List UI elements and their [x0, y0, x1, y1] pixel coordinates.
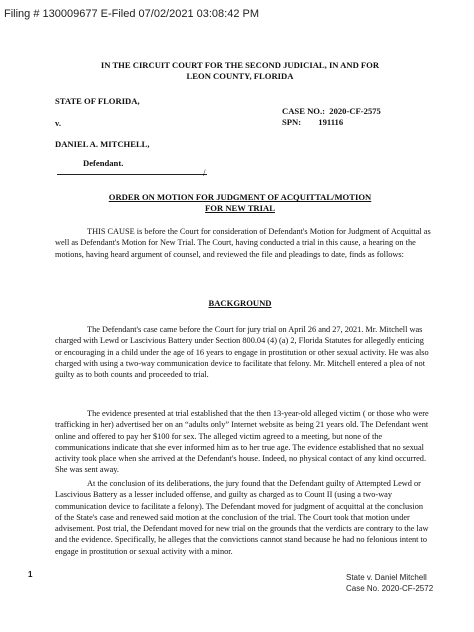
background-paragraph [55, 408, 431, 476]
spn-label: SPN: [282, 117, 302, 127]
case-number-value: 2020-CF-2575 [329, 106, 381, 116]
background-paragraph [55, 478, 431, 557]
order-title [70, 192, 410, 214]
court-header-line-2: LEON COUNTY, FLORIDA [186, 71, 294, 81]
page-number: 1 [28, 570, 33, 579]
filing-stamp: Filing # 130009677 E-Filed 07/02/2021 03:08:42 PM [4, 8, 260, 20]
footer-caption-line-1: State v. Daniel Mitchell [346, 573, 427, 582]
background-paragraph-2-text: The evidence presented at trial established that the then 13-year-old alleged victim ( or those who were trafficking in her) advertised her on an “adults only” Internet website as being 21 years old. The Defendant went online and offered to pay her $100 for sex. The alleged victim agreed to a meeting, but none of the communications indicate that she ever informed him as to her true age. The evidence established that no sexual activity took place when she arrived at the Defendant's house. Indeed, no physical contact of any kind occurred. She was sent away. [55, 409, 429, 475]
caption-signature-line [57, 174, 207, 175]
order-title-line-2: FOR NEW TRIAL [205, 203, 275, 213]
background-paragraph-1-text: The Defendant's case came before the Court for jury trial on April 26 and 27, 2021. Mr. Mitchell was charged with Lewd or Lascivious Battery under Section 800.04 (4) (a) 2, Florida Statutes for allegedly enticing or encouraging in a child under the age of 16 years to engage in prostitution or other sexual activity. He was also charged with using a two-way communication device to facilitate that felony. Mr. Mitchell entered a plea of not guilty as to both counts and proceeded to trial. [55, 325, 429, 380]
case-number [282, 106, 381, 116]
versus-label: v. [55, 118, 61, 128]
background-paragraph-3-text: At the conclusion of its deliberations, the jury found that the Defendant guilty of Attempted Lewd or Lascivious Battery as a lesser included offense, and guilty as charged as to Count II (using a two-way communication device to facilitate a felony). The Defendant moved for judgment of acquittal at the conclusion of the State's case and renewed said motion at the conclusion of the trial. The Court took that motion under advisement. Post trial, the Defendant moved for new trial on the grounds that the verdicts are contrary to the law and the evidence. Specifically, he alleges that the convictions cannot stand because he had no felonious intent to engage in prostitution or sexual activity with a minor. [55, 479, 429, 556]
background-heading: BACKGROUND [208, 298, 272, 308]
court-header [60, 60, 420, 82]
background-paragraph [55, 324, 431, 380]
spn-value: 191116 [318, 117, 344, 127]
footer-caption-line-2: Case No. 2020-CF-2572 [346, 584, 434, 593]
footer-case-caption [346, 572, 433, 594]
case-number-label: CASE NO.: [282, 106, 325, 116]
court-header-line-1: IN THE CIRCUIT COURT FOR THE SECOND JUDICIAL, IN AND FOR [100, 60, 380, 70]
order-title-line-1: ORDER ON MOTION FOR JUDGMENT OF ACQUITTAL/MOTION [108, 192, 372, 202]
spn-number [282, 117, 343, 127]
intro-paragraph [55, 226, 431, 260]
caption-signature-slash: / [203, 168, 206, 178]
defendant-role: Defendant. [83, 158, 124, 168]
defendant-name: DANIEL A. MITCHELL, [55, 139, 150, 149]
intro-paragraph-text: THIS CAUSE is before the Court for consideration of Defendant's Motion for Judgment of Acquittal as well as Defendant's Motion for New Trial. The Court, having conducted a trial in this cause, a hearing on the motions, having heard argument of counsel, and reviewed the file and pleadings to date, finds as follows: [55, 227, 431, 259]
plaintiff-name: STATE OF FLORIDA, [55, 96, 140, 106]
